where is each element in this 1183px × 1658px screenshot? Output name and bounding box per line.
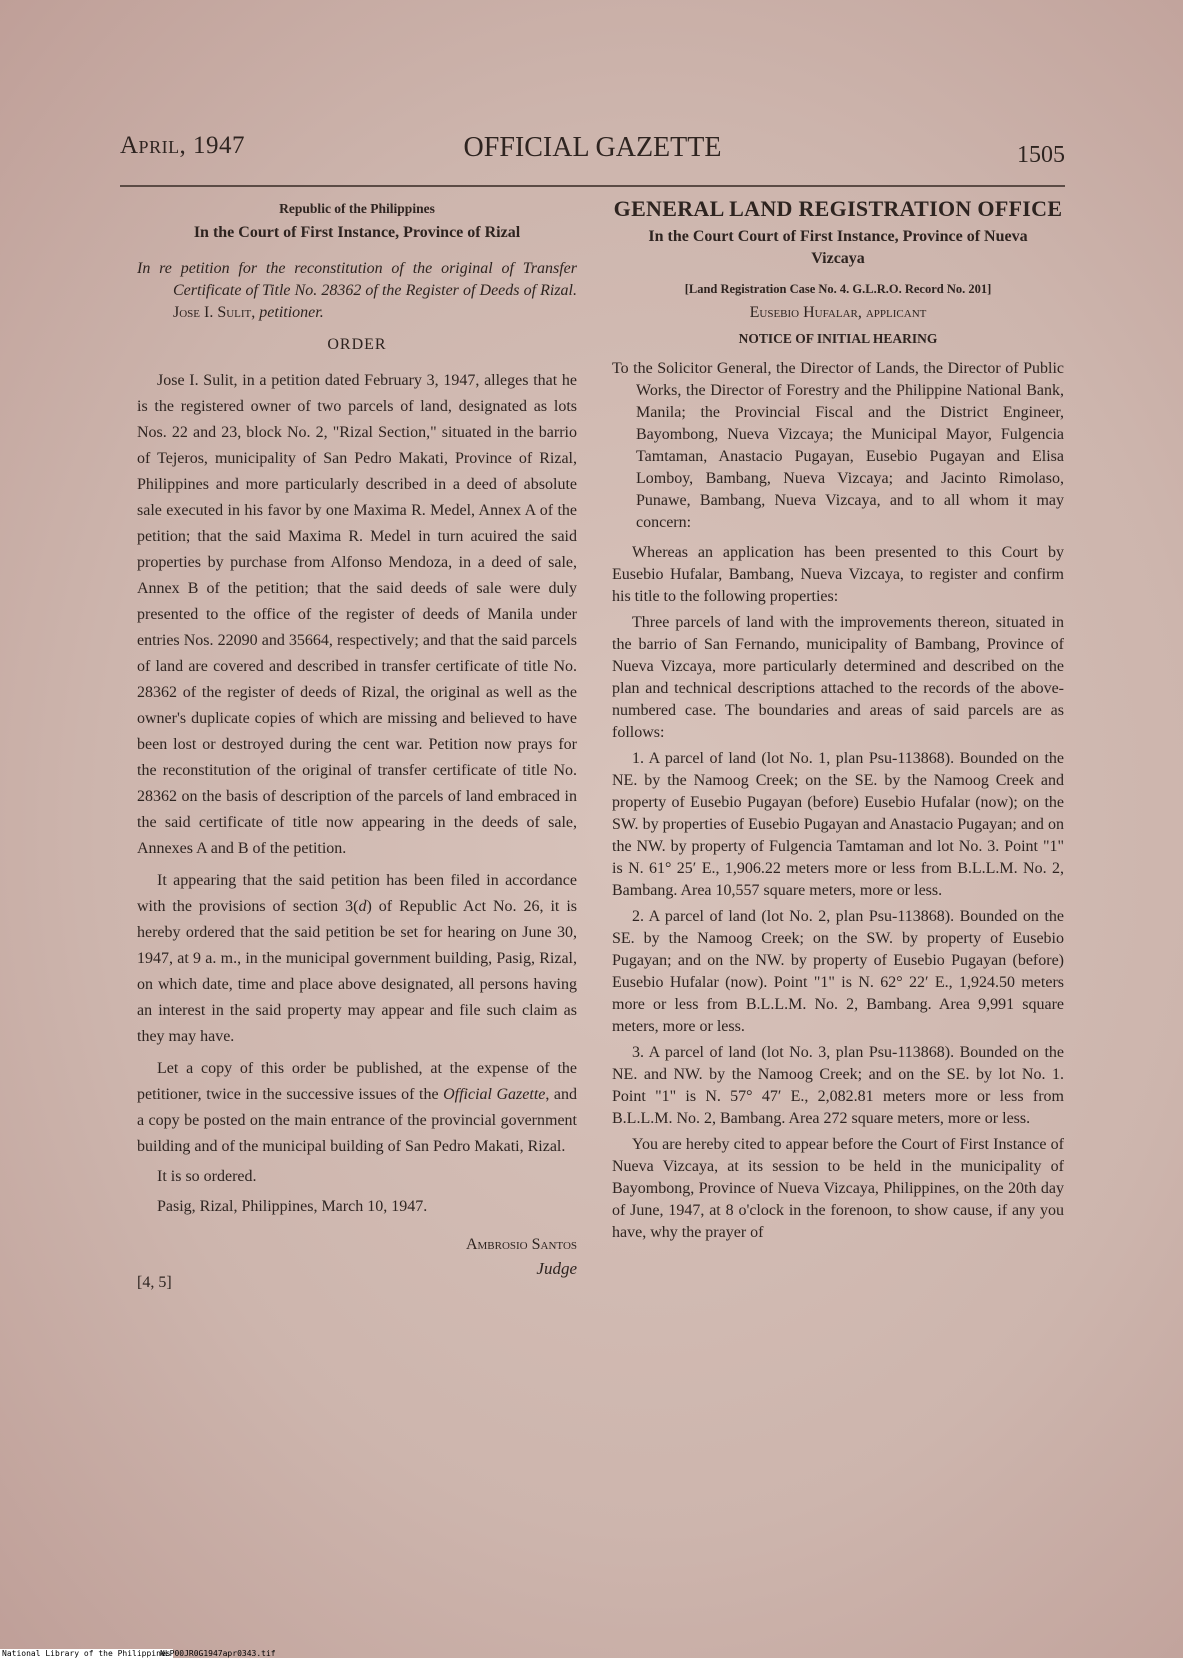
page-number: 1505 — [1017, 142, 1065, 168]
file-name: NLP00JR0G1947apr0343.tif — [160, 1649, 276, 1658]
order-heading: ORDER — [327, 336, 387, 353]
left-column — [137, 198, 577, 1298]
parcel-1: 1. A parcel of land (lot No. 1, plan Psu-113868). Bounded on the NE. by the Namoog Creek; on the SE. by the Namoog Creek and property of Eusebio Pugayan (before) Eusebio Hufalar (now); on the SW. by properties of Eusebio Pugayan and Anastacio Pugayan; and on the NW. by property of Fulgencia Tamtaman and lot No. 3. Point "1" is N. 61° 25′ E., 1,906.22 meters more or less from B.L.L.M. No. 2, Bambang. Area 10,557 square meters, more or less. — [612, 750, 1064, 899]
addressees: To the Solicitor General, the Director of Lands, the Director of Public Works, the Director of Forestry and the Philippine National Bank, Manila; the Provincial Fiscal and the District Engineer, Bayombong, Nueva Vizcaya; the Municipal Mayor, Fulgencia Tamtaman, Anastacio Pugayan, Eusebio Pugayan and Elisa Lomboy, Bambang, Nueva Vizcaya; and Jacinto Rimolaso, Punawe, Bambang, Nueva Vizcaya, and to all whom it may concern: — [612, 360, 1064, 531]
library-credit: National Library of the Philippines — [2, 1649, 171, 1658]
signer-title: Judge — [536, 1259, 577, 1278]
order-paragraph-1: Jose I. Sulit, in a petition dated February 3, 1947, alleges that he is the registered owner of two parcels of land, designated as lots Nos. 22 and 23, block No. 2, "Rizal Section," situated in the barrio of Tejeros, municipality of San Pedro Makati, Province of Rizal, Philippines and more particularly described in a deed of absolute sale executed in his favor by one Maxima R. Medel, Annex A of the petition; that the said Maxima R. Medel in turn acuired the said properties by purchase from Alfonso Mendoza, in a deed of sale, Annex B of the petition; that the said deeds of sale were duly presented to the office of the register of deeds of Manila under entries Nos. 22090 and 35664, respectively; and that the said parcels of land are covered and described in transfer certificate of title No. 28362 of the register of deeds of Rizal, the original as well as the owner's duplicate copies of which are missing and believed to have been lost or destroyed during the cent war. Petition now prays for the reconstitution of the original of transfer certificate of title No. 28362 on the basis of description of the parcels of land embraced in the said certificate of title now appearing in the deeds of sale, Annexes A and B of the petition. — [137, 372, 577, 857]
right-column — [612, 198, 1064, 1244]
parcel-2: 2. A parcel of land (lot No. 2, plan Psu-113868). Bounded on the SE. by the Namoog Creek; on the SW. by property of Eusebio Pugayan; and on the NW. by property of Eusebio Pugayan (before) Eusebio Hufalar (now). Point "1" is N. 62° 22′ E., 1,924.50 meters more or less from B.L.L.M. No. 2, Bambang. Area 9,991 square meters, more or less. — [612, 908, 1064, 1035]
case-caption — [137, 258, 577, 324]
case-number: [Land Registration Case No. 4. G.L.R.O. Record No. 201] — [684, 282, 992, 296]
publication-title: OFFICIAL GAZETTE — [463, 132, 722, 163]
p3-part-a: Let a copy of this order be published, at the expense of the petitioner, twice in the successive issues of the — [137, 1060, 577, 1103]
order-paragraph-2 — [137, 868, 577, 1050]
order-paragraph-3 — [137, 1056, 577, 1160]
order-paragraph-4: It is so ordered. — [157, 1168, 257, 1185]
p3-part-b: Official Gazette — [443, 1086, 546, 1103]
notice-paragraph-1: Whereas an application has been presented to this Court by Eusebio Hufalar, Bambang, Nueva Vizcaya, to register and confirm his title to the following properties: — [612, 544, 1064, 605]
republic-line: Republic of the Philippines — [279, 201, 435, 216]
caption-party: Jose I. Sulit, — [173, 304, 256, 321]
court-heading: In the Court of First Instance, Province of Rizal — [193, 224, 521, 241]
parcel-3: 3. A parcel of land (lot No. 3, plan Psu-113868). Bounded on the NE. and NW. by the Namoog Creek; and on the SE. by lot No. 1. Point "1" is N. 57° 47′ E., 2,082.81 meters more or less from B.L.L.M. No. 2, Bambang. Area 272 square meters, more or less. — [612, 1044, 1064, 1127]
office-heading: GENERAL LAND REGISTRATION OFFICE — [613, 196, 1063, 221]
publication-reference: [4, 5] — [137, 1274, 172, 1291]
notice-paragraph-citation: You are hereby cited to appear before the Court of First Instance of Nueva Vizcaya, at its session to be held in the municipality of Bayombong, Province of Nueva Vizcaya, Philippines, on the 20th day of June, 1947, at 8 o'clock in the forenoon, to show cause, if any you have, why the prayer of — [612, 1136, 1064, 1241]
p2-part-c: ) of Republic Act No. 26, it is hereby ordered that the said petition be set for hearing on June 30, 1947, at 9 a. m., in the municipal government building, Pasig, Rizal, on which date, time and place above designated, all persons having an interest in the said property may appear and file such claim as they may have. — [137, 898, 578, 1045]
header-rule — [120, 185, 1065, 187]
p2-part-a: It appearing that the said petition has been filed in accordance with the provisions of section 3( — [137, 872, 577, 915]
p3-part-c: , and a copy be posted on the main entrance of the provincial government building and of the municipal building of San Pedro Makati, Rizal. — [137, 1086, 577, 1155]
page-header — [120, 132, 1065, 172]
signer-name: Ambrosio Santos — [465, 1236, 577, 1253]
caption-text: In re petition for the reconstitution of the original of Transfer Certificate of Title No. 28362 of the Register of Deeds of Rizal. — [137, 260, 577, 299]
p2-part-b: d — [358, 898, 367, 915]
caption-role: petitioner. — [259, 304, 324, 321]
court-heading-right: In the Court Court of First Instance, Province of Nueva Vizcaya — [648, 228, 1028, 267]
signature-block — [137, 1234, 577, 1298]
notice-paragraph-2: Three parcels of land with the improvements thereon, situated in the barrio of San Fernando, municipality of Bambang, Province of Nueva Vizcaya, more particularly determined and described on the plan and technical descriptions attached to the records of the above-numbered case. The boundaries and areas of said parcels are as follows: — [612, 614, 1064, 741]
order-date-line: Pasig, Rizal, Philippines, March 10, 1947. — [157, 1198, 428, 1215]
applicant-line: Eusebio Hufalar, applicant — [749, 304, 927, 321]
notice-heading: NOTICE OF INITIAL HEARING — [738, 331, 938, 346]
issue-date: April, 1947 — [120, 132, 246, 159]
